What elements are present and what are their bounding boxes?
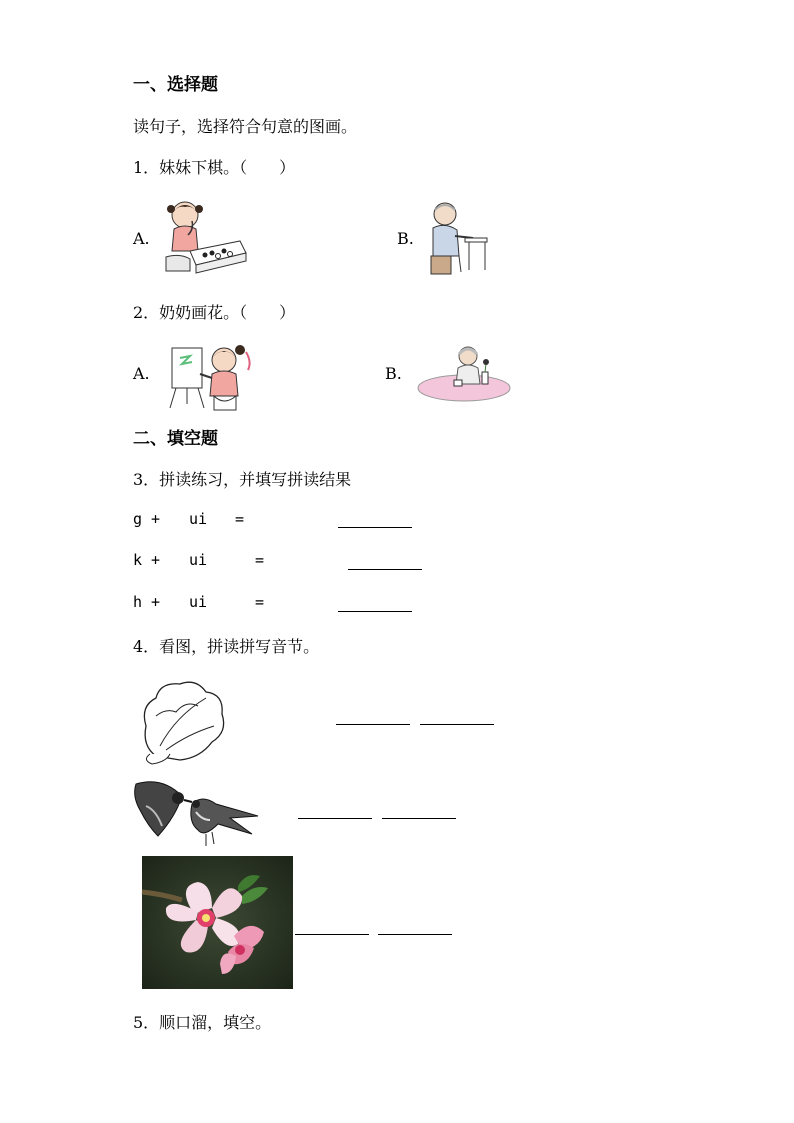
grandma-arranging-flowers-icon[interactable] (416, 342, 512, 404)
section-1-title: 一、选择题 (133, 75, 218, 95)
question-1-option-a-label[interactable]: A. (133, 229, 150, 248)
pinyin-row-3-equals: = (255, 593, 265, 611)
pinyin-row-3-final: ui (189, 593, 208, 611)
girl-playing-chess-icon[interactable] (160, 195, 248, 275)
pinyin-row-2-final: ui (189, 551, 208, 569)
pinyin-row-2-equals: = (255, 551, 265, 569)
pinyin-row-1-answer-blank[interactable] (338, 511, 412, 528)
pinyin-row-3-initial: h + (133, 593, 161, 611)
pinyin-row-3-answer-blank[interactable] (338, 595, 412, 612)
pinyin-row-2-answer-blank[interactable] (348, 553, 422, 570)
peach-blossom-answer-blank-2[interactable] (378, 918, 452, 935)
swallows-icon (132, 776, 260, 850)
question-4-text: 4．看图，拼读拼写音节。 (133, 637, 320, 656)
section-1-instruction: 读句子，选择符合句意的图画。 (133, 117, 358, 136)
question-2-text: 2．奶奶画花。（ ） (133, 303, 296, 322)
pinyin-row-1-equals: = (235, 510, 245, 528)
question-5-text: 5．顺口溜，填空。 (133, 1013, 272, 1032)
question-2-option-b-label[interactable]: B. (385, 364, 402, 383)
cabbage-answer-blank-2[interactable] (420, 708, 494, 725)
question-1-option-b-label[interactable]: B. (397, 229, 414, 248)
question-1-text: 1．妹妹下棋。（ ） (133, 158, 296, 177)
section-2-title: 二、填空题 (133, 429, 218, 449)
peach-blossom-answer-blank-1[interactable] (295, 918, 369, 935)
pinyin-row-1-initial: g + (133, 510, 161, 528)
girl-painting-icon[interactable] (166, 340, 258, 414)
swallows-answer-blank-2[interactable] (382, 802, 456, 819)
cabbage-icon (136, 676, 228, 764)
grandpa-playing-chess-icon[interactable] (425, 198, 490, 278)
peach-blossom-icon (142, 856, 293, 989)
pinyin-row-1-final: ui (189, 510, 208, 528)
swallows-answer-blank-1[interactable] (298, 802, 372, 819)
question-2-option-a-label[interactable]: A. (133, 364, 150, 383)
pinyin-row-2-initial: k + (133, 551, 161, 569)
question-3-text: 3．拼读练习，并填写拼读结果 (133, 470, 352, 489)
cabbage-answer-blank-1[interactable] (336, 708, 410, 725)
